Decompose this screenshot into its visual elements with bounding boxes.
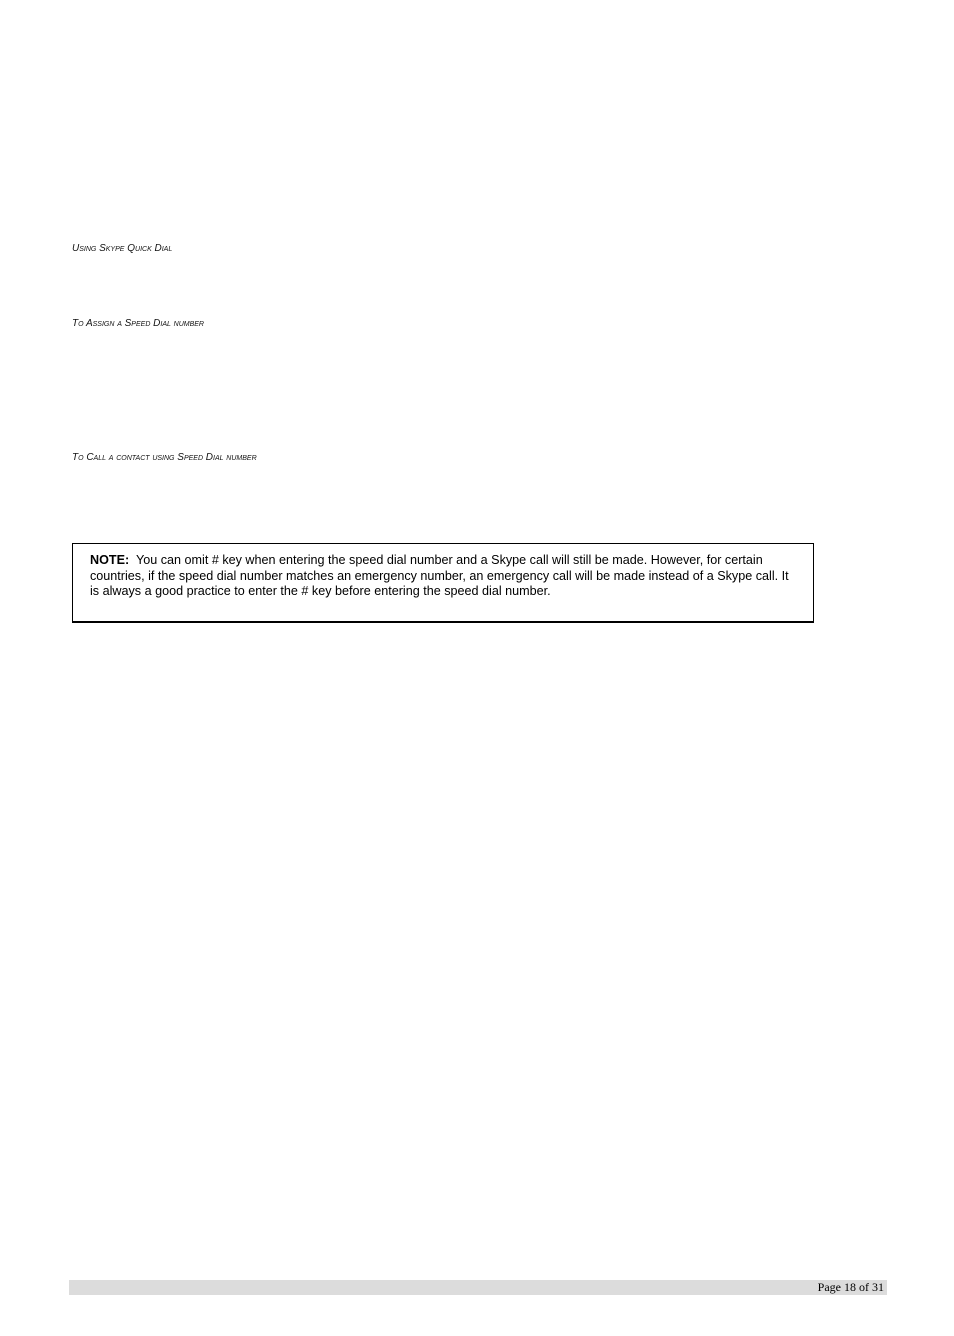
page-footer: [69, 1280, 887, 1295]
note-box: [72, 543, 814, 623]
heading-call-using-speed-dial: To Call a contact using Speed Dial number: [72, 452, 257, 463]
page-number: Page 18 of 31: [817, 1280, 884, 1294]
heading-assign-speed-dial: To Assign a Speed Dial number: [72, 318, 204, 329]
note-label: NOTE:: [90, 553, 130, 567]
note-text: You can omit # key when entering the speed dial number and a Skype call will still be made. However, for certain countries, if the speed dial number matches an emergency number, an emergency call will be made instead of a Skype call. It is always a good practice to enter the # key before entering the speed dial number.: [90, 553, 789, 599]
heading-using-skype-quick-dial: Using Skype Quick Dial: [72, 243, 173, 254]
